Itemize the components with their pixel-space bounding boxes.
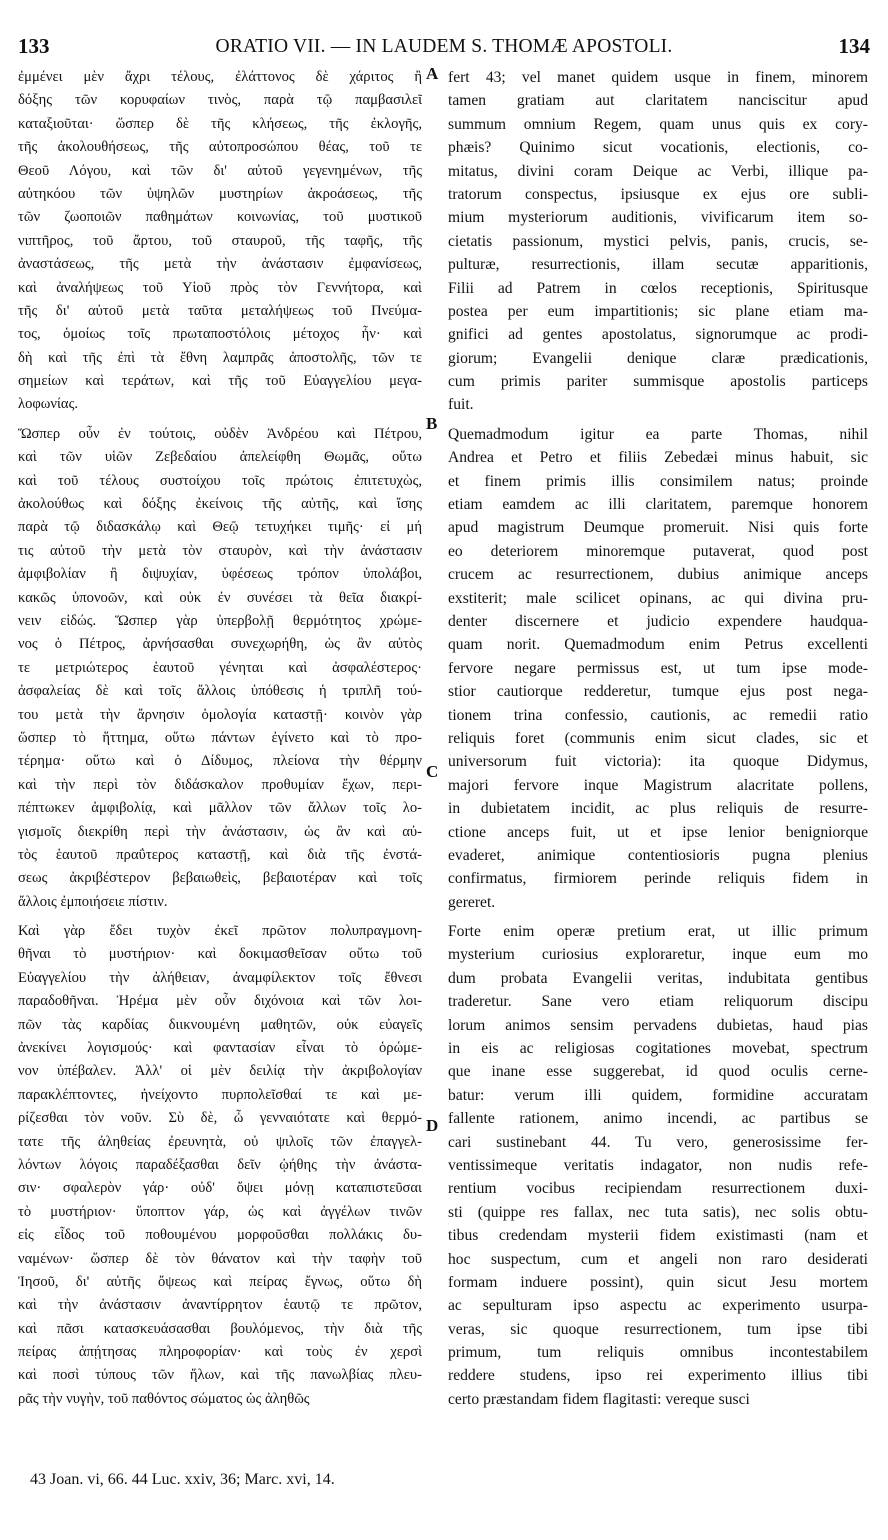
running-title: ORATIO VII. — IN LAUDEM S. THOMÆ APOSTOLI.: [215, 36, 673, 57]
greek-column: [18, 66, 422, 1411]
text-line: mitatus, divini coram Deique ac Verbi, illique pa-: [448, 162, 868, 180]
text-line: postea per eum impartitionis; sic plane etiam ma-: [448, 302, 868, 320]
text-line: Quemadmodum igitur ea parte Thomas, nihil: [448, 425, 868, 443]
text-line: καὶ πᾶσι κατασκευάσασθαι βουλόμενος, τὴν διὰ τῆς: [18, 1320, 422, 1337]
text-line: ἀνεκίνει λογισμούς· καὶ φαντασίαν εἶναι τὸ ὁρώμε-: [18, 1040, 422, 1057]
text-line: ναμένων· ὥσπερ δὲ τὸν θάνατον καὶ τὴν ταφὴν τοῦ: [18, 1250, 422, 1267]
text-line: Filii ad Patrem in cœlos receptionis, Spiritusque: [448, 279, 868, 297]
margin-letter-d: D: [426, 1116, 439, 1135]
text-line: in dubietatem incidit, ac plus reliquis de resurre-: [448, 800, 868, 818]
text-line: mysterium curiosius exploraretur, inque eum mo: [448, 946, 868, 964]
text-line: batur: verum illi quidem, formidine accuratam: [448, 1086, 868, 1104]
text-line: et finem primis illis consimilem natus; proinde: [448, 472, 868, 490]
text-line: καὶ τὴν ἀνάστασιν ἀναντίρρητον ἑαυτῷ τε πρῶτον,: [18, 1297, 422, 1314]
text-line: ctione anceps fuit, ut et ipse lenior benigniorque: [448, 823, 868, 841]
text-line: tibus credendam mysterii fidem existimasti (nam et: [448, 1227, 868, 1245]
text-line: crucem ac resurrectionem, dubius animique anceps: [448, 566, 868, 584]
text-line: παραδοθῆναι. Ἠρέμα μὲν οὖν διχόνοια καὶ τῶν λοι-: [18, 993, 422, 1010]
text-line: τος, ὁμοίως τοῖς πρωταποστόλοις μέτοχος ἦν· καὶ: [18, 326, 422, 343]
text-line: τῶν ζωοποιῶν παθημάτων κοινωνίας, τοῦ μυστικοῦ: [18, 209, 422, 226]
running-header: [18, 34, 870, 62]
text-line: ρίζεσθαι τὸν νοῦν. Σὺ δὲ, ὦ γενναιότατε καὶ θερμό-: [18, 1110, 422, 1127]
text-line: fert 43; vel manet quidem usque in finem, minorem: [448, 69, 868, 86]
text-line: τε μετριώτερος ἑαυτοῦ γένηται καὶ ἀσφαλέστερος·: [18, 659, 422, 676]
text-line: rentium vocibus recipiendam resurrectionem duxi-: [448, 1180, 868, 1198]
page-number-left: 133: [18, 34, 50, 58]
text-line: του μετὰ τὴν ἄρνησιν ὁμολογία καταστῇ· κοινὸν γὰρ: [18, 706, 422, 723]
text-line: γισμοῖς διεκρίθη περὶ τὴν ἀνάστασιν, ὡς ἂν καὶ αὐ-: [18, 823, 422, 840]
text-line: σιν· σφαλερὸν γάρ· οὐδ' ὄψει μόνῃ καταπιστεῦσαι: [18, 1180, 422, 1197]
latin-paragraph-3: [448, 920, 868, 1411]
text-line: confirmatus, firmiorem perinde reliquis fidem in: [448, 870, 868, 888]
text-line: Ὥσπερ οὖν ἐν τούτοις, οὐδὲν Ἀνδρέου καὶ Πέτρου,: [18, 425, 422, 442]
text-line: cietatis passionum, mystici pelvis, panis, crucis, se-: [448, 232, 868, 250]
text-line: Andrea et Petro et filiis Zebedæi minus habuit, sic: [448, 449, 868, 467]
text-line: mium mysteriorum auditionis, vivificarum item so-: [448, 209, 868, 227]
text-line: ρᾶς τὴν νυγὴν, τοῦ παθόντος σώματος ὡς ἀληθῶς: [18, 1390, 310, 1407]
text-line: πείρας ἀπῄτησας πληροφορίαν· καὶ τοὺς ἐν χερσὶ: [18, 1344, 422, 1361]
greek-paragraph-3: [18, 920, 422, 1411]
text-line: exstiterit; male scilicet opinans, ac qui divina pru-: [448, 589, 868, 607]
text-line: τῆς ἀκολουθήσεως, τῆς αὐτοπροσώπου θέας, τοῦ τε: [18, 139, 422, 156]
greek-paragraph-2: [18, 423, 422, 914]
text-line: καὶ τὴν περὶ τὸν διδάσκαλον προθυμίαν ἔχων, περι-: [18, 776, 422, 793]
text-line: Θεοῦ Λόγου, καὶ τῶν δι' αὐτοῦ γεγενημένων, τῆς: [18, 162, 422, 179]
text-line: θῆναι τὸ μυστήριον· καὶ δοκιμασθεῖσαν οὕτω τοῦ: [18, 946, 422, 963]
latin-column: [448, 66, 868, 1411]
text-line: phæis? Quinimo sicut vocationis, electionis, co-: [448, 139, 868, 157]
text-line: αὐτηκόου τῶν ὑψηλῶν μυστηρίων ἀκροάσεως, τῆς: [18, 185, 422, 202]
text-line: νιπτῆρος, τοῦ ἄρτου, τοῦ σταυροῦ, τῆς ταφῆς, τῆς: [18, 232, 422, 249]
text-line: gnifici ad gentes apostolatus, signorumque ac prodi-: [448, 326, 868, 344]
margin-letter-b: B: [426, 414, 438, 433]
text-line: ἀναστάσεως, τῆς μετὰ τὴν ἀνάστασιν ἐμφανίσεως,: [18, 256, 422, 273]
latin-paragraph-1: [448, 66, 868, 417]
text-line: denter discernere et judicio expendere haudqua-: [448, 612, 868, 630]
text-line: Ἰησοῦ, δι' αὐτῆς ὄψεως καὶ πείρας ἔγνως, οὕτω δὴ: [18, 1273, 422, 1290]
text-line: etiam eamdem ac illi claritatem, paremque honorem: [448, 496, 868, 514]
text-line: νος ὁ Πέτρος, ἀρνήσασθαι συνεχωρήθη, ὡς ἂν αὐτὸς: [18, 636, 422, 653]
text-line: tratorum conspectus, ipsiusque ex ejus ore subli-: [448, 185, 868, 203]
margin-letter-c: C: [426, 762, 439, 781]
text-line: καταξιοῦται· ὥσπερ δὲ τῆς κλήσεως, τῆς ἐκλογῆς,: [18, 115, 422, 132]
text-line: formam induere possint), quin sicut Jesu mortem: [448, 1273, 868, 1291]
text-line: ἐμμένει μὲν ἄχρι τέλους, ἐλάττονος δὲ χάριτος ἢ: [18, 69, 422, 85]
text-line: τις αὐτοῦ τὴν μετὰ τὸν σταυρὸν, καὶ τὴν ἀνάστασιν: [18, 542, 422, 559]
text-line: δόξης τῶν κορυφαίων τινὸς, παρὰ τῷ παμβασιλεῖ: [18, 92, 422, 109]
text-line: cari sustinebant 44. Tu vero, generosissime fer-: [448, 1133, 868, 1151]
text-line: καὶ ποσὶ τύπους τῶν ἥλων, καὶ τῆς πανωλβίας πλευ-: [18, 1367, 422, 1384]
text-line: gereret.: [448, 893, 496, 911]
text-line: κακῶς ὑπονοῶν, καὶ οὐκ ἐν συνέσει τὰ θεῖα διακρί-: [18, 589, 422, 606]
text-line: σημείων καὶ τεράτων, καὶ τῆς τοῦ Εὐαγγελίου μεγα-: [18, 373, 422, 390]
text-line: universorum fuit victoria): ita quoque Didymus,: [448, 753, 868, 771]
text-line: hoc suspectum, cum et angeli non raro desiderati: [448, 1250, 868, 1268]
text-line: ἀμφιβολίαν ἢ διψυχίαν, ὑφέσεως τρόπον ὑπολάβοι,: [18, 566, 422, 583]
text-line: τὸς ἑαυτοῦ πραΰτερος καταστῇ, καὶ διὰ τῆς ἐνστά-: [18, 846, 422, 863]
text-line: πῶν τὰς καρδίας διικνουμένη μαθητῶν, οὐκ εὐαγεῖς: [18, 1016, 422, 1033]
text-line: summum omnium Regem, quam unus quis ex cory-: [448, 115, 868, 133]
text-line: ac sepulturam ipso aspectu ac experimento usurpa-: [448, 1297, 868, 1315]
text-line: veras, sic quoque resurrectionem, tum ipse tibi: [448, 1320, 868, 1338]
margin-letter-a: A: [426, 64, 439, 83]
text-line: ventissimeque veritatis indagator, non nudis refe-: [448, 1156, 868, 1174]
text-line: πέπτωκεν ἀμφιβολίᾳ, καὶ μᾶλλον τῶν ἄλλων τοῖς λο-: [18, 800, 422, 817]
text-line: traderetur. Sane vero etiam reliquorum discipu: [448, 993, 868, 1011]
latin-paragraph-2: [448, 423, 868, 914]
text-line: καὶ τοῦ τέλους συστοίχου τοῖς πρώτοις ἐπιτετυχὼς,: [18, 472, 422, 489]
text-line: καὶ τῶν υἱῶν Ζεβεδαίου ἀπελείφθη Θωμᾶς, οὕτω: [18, 449, 422, 466]
text-line: quam norit. Quemadmodum enim Petrus excellenti: [448, 636, 868, 654]
text-line: pulturæ, resurrectionis, illam secutæ apparitionis,: [448, 256, 868, 274]
text-line: εἰς εἶδος τοῦ ποθουμένου μορφοῦσθαι πολλάκις δυ-: [18, 1227, 422, 1244]
text-line: reliquis foret (communis enim sicut clades, sic et: [448, 729, 868, 747]
text-line: Forte enim operæ pretium erat, ut illic primum: [448, 923, 868, 941]
text-line: fuit.: [448, 396, 474, 414]
text-line: lorum animos sensim pervadens dubietas, haud pias: [448, 1016, 868, 1034]
text-line: majori fervore inque Magistrum alacritate pollens,: [448, 776, 868, 794]
footnotes: 43 Joan. vi, 66. 44 Luc. xxiv, 36; Marc. xvi, 14.: [30, 1471, 335, 1488]
text-line: σεως ἀκριβέστερον βεβαιωθεὶς, βεβαιοτέραν καὶ τοῖς: [18, 870, 422, 887]
text-line: Εὐαγγελίου τὴν ἀλήθειαν, ἀναμφίλεκτον τοῖς ἔθνεσι: [18, 969, 422, 986]
text-line: apud magistrum Deumque promeruit. Nisi quis forte: [448, 519, 868, 537]
text-line: λοφωνίας.: [18, 396, 78, 413]
text-line: certo præstandam fidem flagitasti: vereque susci: [448, 1390, 750, 1408]
text-line: evaderet, animique contentiosioris pugna plenius: [448, 846, 868, 864]
text-line: ὥσπερ τὸ ἥττημα, οὕτω πάντων ἐγίνετο καὶ τὸ προ-: [18, 729, 422, 746]
text-line: cum primis pariter summisque apostolis particeps: [448, 373, 868, 391]
text-line: dum probata Evangelii veritas, indubitata gentibus: [448, 969, 868, 987]
text-line: παρακλέπτοντες, ἠνείχοντο πυρπολεῖσθαί τε καὶ με-: [18, 1086, 422, 1103]
text-line: ἀσφαλείας δὲ καὶ τοῖς ἄλλοις ὑπόθεσις ἡ τριπλῆ τού-: [18, 683, 422, 700]
text-line: tionem trina confessio, cautionis, ac remedii ratio: [448, 706, 868, 724]
text-line: fallente rationem, animo incendi, ac partibus se: [448, 1110, 868, 1128]
text-line: δὴ καὶ τῆς ἐπὶ τὰ ἔθνη λαμπρᾶς ἀποστολῆς, τῶν τε: [18, 349, 422, 366]
page-number-right: 134: [838, 34, 870, 58]
text-line: tamen gratiam aut claritatem nanciscitur apud: [448, 92, 868, 110]
text-line: primum, tum reliquis omnibus incontestabilem: [448, 1344, 868, 1362]
text-line: giorum; Evangelii denique claræ prædicationis,: [448, 349, 868, 367]
text-line: τὸ μυστήριον· ὕποπτον γάρ, ὡς καὶ ἀγγέλων τινῶν: [18, 1203, 422, 1220]
text-line: fervore negare permissus est, ut tum ipse mode-: [448, 659, 868, 677]
text-line: sti (quippe res fallax, nec tuta satis), nec solis obtu-: [448, 1203, 868, 1221]
text-line: que inane esse suggerebat, id quod oculis cerne-: [448, 1063, 868, 1081]
text-line: eo deteriorem minoremque putaverat, quod post: [448, 542, 868, 560]
text-line: νον ὑπέβαλεν. Ἀλλ' οἱ μὲν δειλίᾳ τὴν ἀκριβολογίαν: [18, 1063, 422, 1080]
text-line: stior cautiorque redderetur, tumque ejus post nega-: [448, 683, 868, 701]
text-line: ἄλλοις ἐμποιήσειε πίστιν.: [18, 893, 168, 910]
text-line: λόντων λόγοις παραδέξασθαι δεῖν ᾠήθης τὴν ἀνάστα-: [18, 1156, 422, 1173]
text-line: τέρημα· οὕτω καὶ ὁ Δίδυμος, πλείονα τὴν θέρμην: [18, 753, 422, 770]
text-line: τατε τῆς ἀληθείας ἐρευνητὰ, οὐ ψιλοῖς τῶν ἐπαγγελ-: [18, 1133, 422, 1150]
text-line: τῆς δι' αὐτοῦ μετὰ ταῦτα μεταλήψεως τοῦ Πνεύμα-: [18, 302, 422, 319]
text-line: καὶ ἀναλήψεως τοῦ Υἱοῦ πρὸς τὸν Γεννήτορα, καὶ: [18, 279, 422, 296]
text-line: παρὰ τῷ διδασκάλῳ καὶ Θεῷ τετυχήκει τιμῆς· εἰ μή: [18, 519, 422, 536]
text-line: reddere studens, ipso rei experimento illius tibi: [448, 1367, 868, 1385]
text-line: ἀκολούθως καὶ δόξης ἐκείνοις τῆς αὐτῆς, καὶ ἴσης: [18, 496, 422, 513]
greek-paragraph-1: [18, 66, 422, 417]
text-line: Καὶ γὰρ ἔδει τυχὸν ἐκεῖ πρῶτον πολυπραγμονη-: [18, 923, 422, 940]
text-line: νειν εἰδώς. Ὥσπερ γὰρ ὑπερβολῇ θερμότητος χρώμε-: [18, 612, 422, 629]
text-line: in eis ac religiosas cogitationes movebat, spectrum: [448, 1040, 868, 1058]
